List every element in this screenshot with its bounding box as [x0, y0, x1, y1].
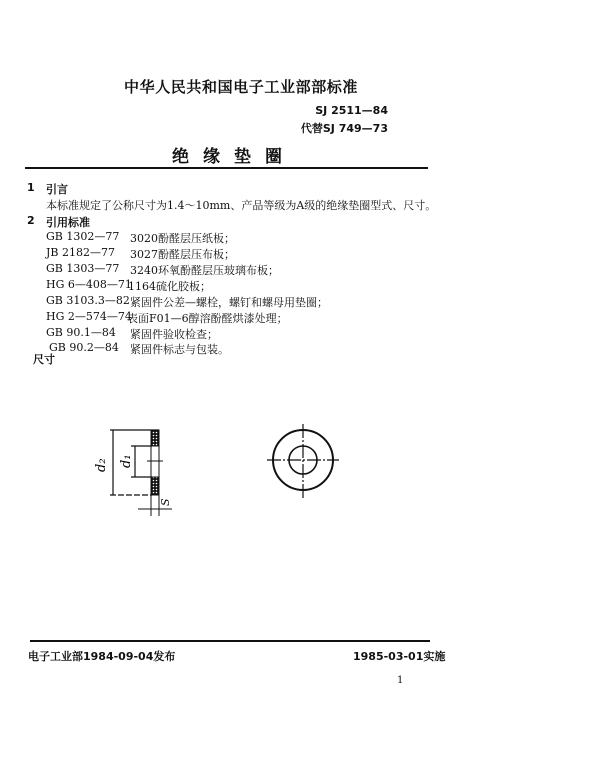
reference-code: GB 90.1—84: [46, 326, 116, 339]
reference-code: HG 6—408—71: [46, 278, 132, 291]
document-title: 绝缘垫圈: [172, 147, 296, 167]
page-number: 1: [397, 675, 404, 686]
footer-divider: [30, 640, 430, 642]
effective-date: 1985-03-01实施: [353, 650, 446, 663]
dimensions-heading: 尺寸: [33, 353, 55, 366]
reference-desc: 1164硫化胶板；: [128, 280, 211, 293]
reference-code: GB 1303—77: [46, 262, 120, 275]
reference-code: GB 1302—77: [46, 230, 120, 243]
reference-desc: 3027酚醛层压布板；: [130, 248, 235, 261]
reference-code: GB 3103.3—82: [46, 294, 130, 307]
reference-desc: 紧固件公差—螺栓，螺钉和螺母用垫圈；: [130, 296, 328, 309]
outer-diameter-label: d₂: [94, 458, 109, 472]
washer-front-view-drawing: [250, 400, 370, 510]
reference-desc: 紧固件验收检查；: [130, 328, 218, 341]
replaces-standard: 代替SJ 749—73: [300, 122, 388, 135]
header-divider: [25, 167, 428, 169]
thickness-label: S: [159, 498, 172, 506]
reference-desc: 3240环氧酚醛层压玻璃布板；: [130, 264, 279, 277]
issue-date: 电子工业部1984-09-04发布: [28, 650, 176, 663]
issuing-organization: 中华人民共和国电子工业部部标准: [124, 78, 359, 96]
reference-desc: 3020酚醛层压纸板；: [130, 232, 235, 245]
section-title: 引用标准: [46, 216, 90, 229]
section-number: 1: [27, 181, 35, 194]
inner-diameter-label: d₁: [119, 454, 134, 468]
section-number: 2: [27, 214, 35, 227]
reference-desc: 表面F01—6醇溶酚醛烘漆处理；: [127, 312, 288, 325]
reference-desc: 紧固件标志与包装。: [130, 343, 229, 356]
reference-code: JB 2182—77: [46, 246, 115, 259]
section-title: 引言: [46, 183, 68, 196]
reference-code: GB 90.2—84: [49, 341, 119, 354]
washer-section-drawing: [80, 410, 200, 530]
reference-code: HG 2—574—74: [46, 310, 132, 323]
section-paragraph: 本标准规定了公称尺寸为1.4～10mm、产品等级为A级的绝缘垫圈型式、尺寸。: [46, 199, 437, 212]
standard-code: SJ 2511—84: [315, 104, 388, 117]
